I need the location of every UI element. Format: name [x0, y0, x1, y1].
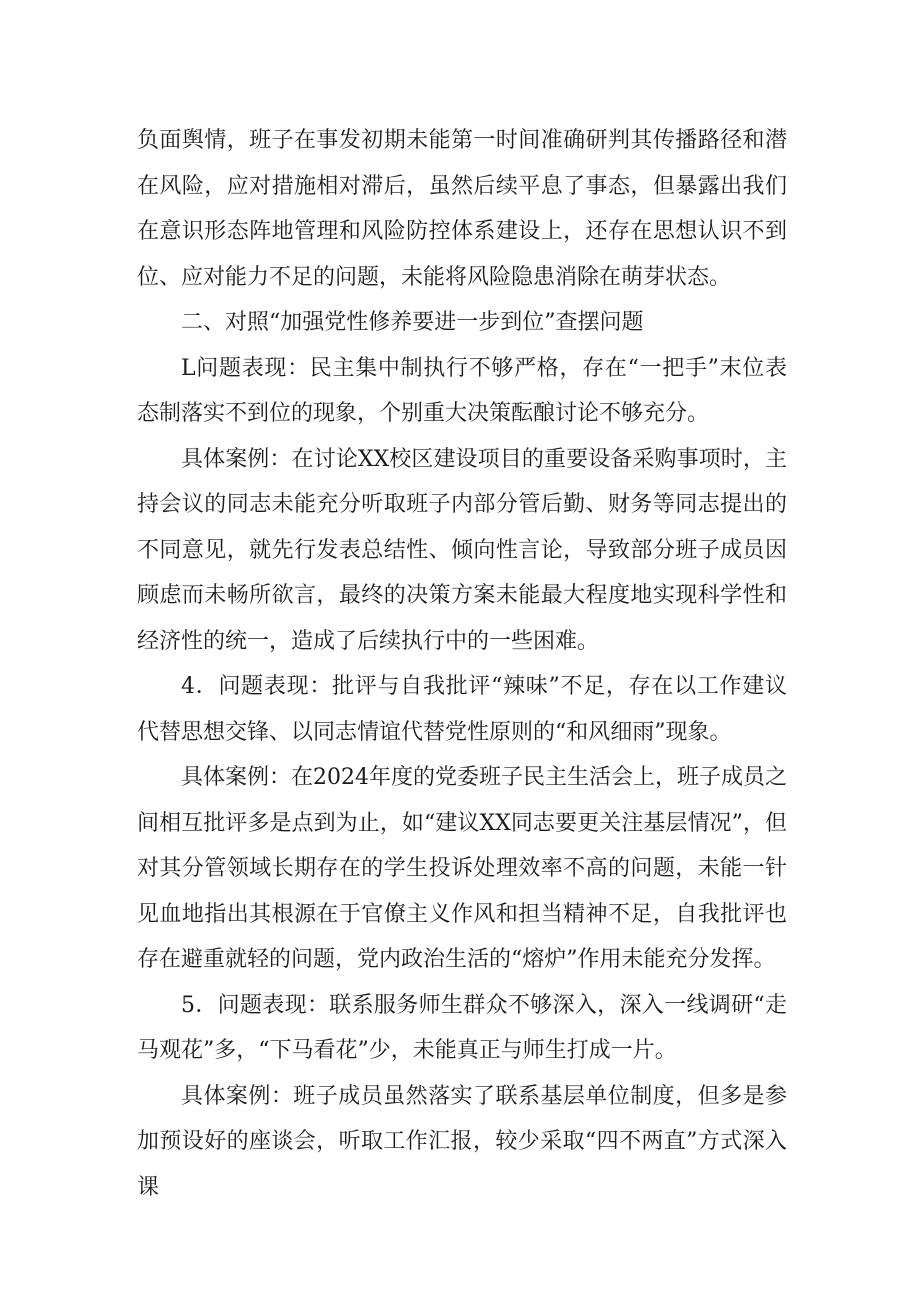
section-heading: 二、对照“加强党性修养要进一步到位”查摆问题 [181, 310, 644, 335]
paragraph-issue-5: 5．问题表现：联系服务师生群众不够深入，深入一线调研“走马观花”多，“下马看花”少，未能真正与师生打成一片。 [137, 992, 787, 1063]
paragraph-case-4: 具体案例：在2024年度的党委班子民主生活会上，班子成员之间相互批评多是点到为止，如“建议XX同志要更关注基层情况”，但对其分管领域长期存在的学生投诉处理效率不高的问题，未能一针见血地指出其根源在于官僚主义作风和担当精神不足，自我批评也存在避重就轻的问题，党内政治生活的“熔炉”作用未能充分发挥。 [137, 765, 787, 972]
paragraph-case-5: 具体案例：班子成员虽然落实了联系基层单位制度，但多是参加预设好的座谈会，听取工作汇报，较少采取“四不两直”方式深入课 [137, 1083, 787, 1200]
paragraph-issue-4: 4．问题表现：批评与自我批评“辣味”不足，存在以工作建议代替思想交锋、以同志情谊代替党性原则的“和风细雨”现象。 [137, 674, 787, 745]
document-body [137, 118, 787, 1210]
paragraph-case-1: 具体案例：在讨论XX校区建设项目的重要设备采购事项时，主持会议的同志未能充分听取班子内部分管后勤、财务等同志提出的不同意见，就先行发表总结性、倾向性言论，导致部分班子成员因顾虑而未畅所欲言，最终的决策方案未能最大程度地实现科学性和经济性的统一，造成了后续执行中的一些困难。 [137, 446, 787, 654]
paragraph-issue-1: L问题表现：民主集中制执行不够严格，存在“一把手”末位表态制落实不到位的现象，个别重大决策酝酿讨论不够充分。 [137, 355, 787, 426]
paragraph-continuation: 负面舆情，班子在事发初期未能第一时间准确研判其传播路径和潜在风险，应对措施相对滞后，虽然后续平息了事态，但暴露出我们在意识形态阵地管理和风险防控体系建设上，还存在思想认识不到位、应对能力不足的问题，未能将风险隐患消除在萌芽状态。 [137, 128, 787, 290]
